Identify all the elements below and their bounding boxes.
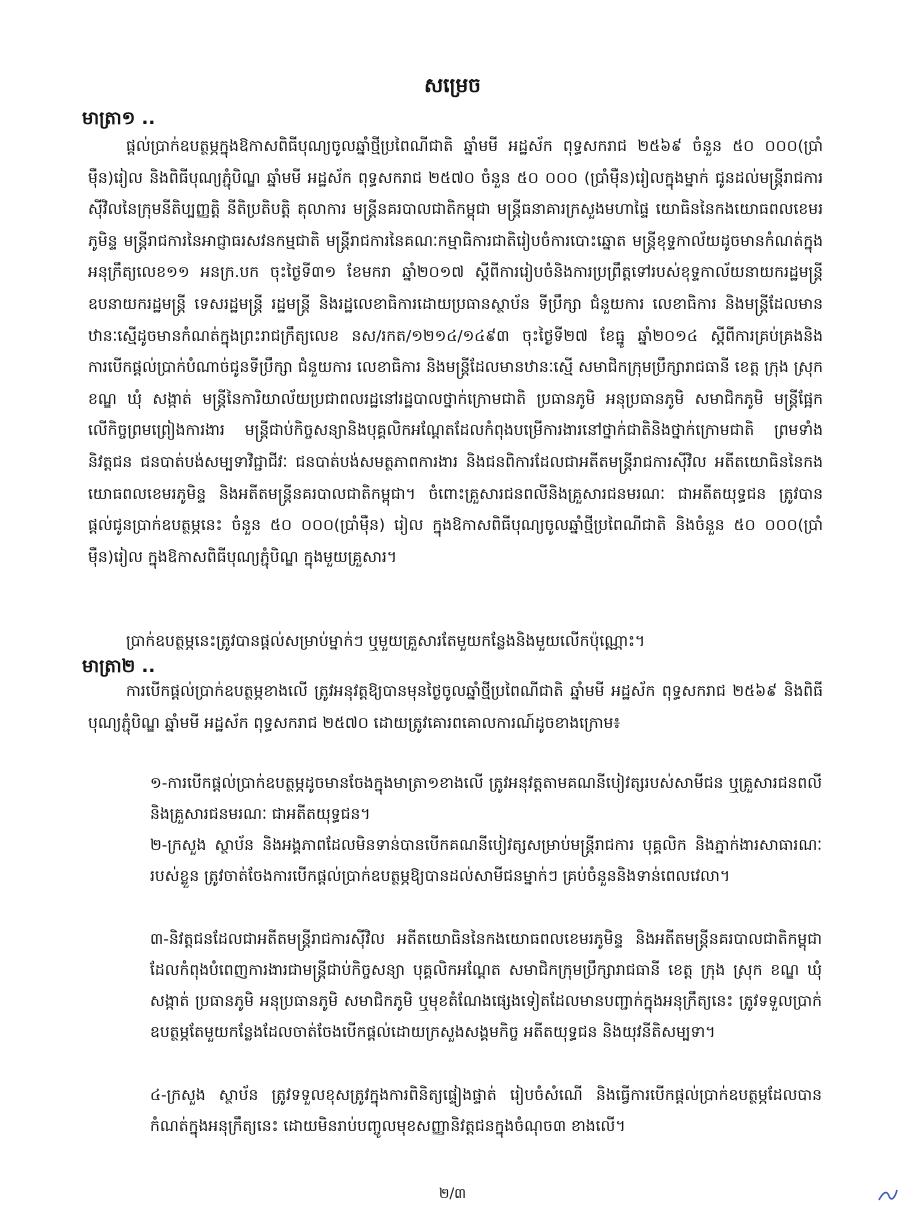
- article-1-paragraph-2: ប្រាក់ឧបត្ថម្ភនេះត្រូវបានផ្តល់សម្រាប់ម្នាក់ៗ ឬមួយគ្រួសារតែមួយកន្លែងនិងមួយលើកប៉ុណ្ណោះ។: [126, 632, 646, 650]
- article-2-heading: មាត្រា២ ..: [82, 656, 156, 677]
- document-title: សម្រេច: [424, 73, 481, 97]
- article-2-intro: ការបើកផ្តល់ប្រាក់ឧបត្ថម្ភខាងលើ ត្រូវអនុវត្តឱ្យបានមុនថ្ងៃចូលឆ្នាំថ្មីប្រពៃណីជាតិ ឆ្នាំមមី អដ្ឋស័ក ពុទ្ធសករាជ ២៥៦៩ និងពិធីបុណ្យភ្ជុំបិណ្ឌ ឆ្នាំមមី អដ្ឋស័ក ពុទ្ធសករាជ ២៥៧០ ដោយត្រូវគោរពគោលការណ៍ដូចខាងក្រោម៖: [88, 682, 823, 732]
- initial-mark-icon: [877, 1188, 899, 1202]
- list-item-text: ក្រសួង ស្ថាប័ន និងអង្គភាពដែលមិនទាន់បានបើកគណនីបៀវត្សសម្រាប់មន្ត្រីរាជការ បុគ្គលិក និងភ្នាក់ងារសាធារណៈរបស់ខ្លួន ត្រូវចាត់ចែងការបើកផ្តល់ប្រាក់ឧបត្ថម្ភឱ្យបានដល់សាមីជនម្នាក់ៗ គ្រប់ចំនួននិងទាន់ពេលវេលា។: [150, 836, 822, 885]
- list-item-text: ការបើកផ្តល់ប្រាក់ឧបត្ថម្ភដូចមានចែងក្នុងមាត្រា១ខាងលើ ត្រូវអនុវត្តតាមគណនីបៀវត្សរបស់សាមីជន ឬគ្រួសារជនពលីនិងគ្រួសារជនមរណៈ ជាអតីតយុទ្ធជន។: [150, 774, 822, 823]
- list-item: [150, 1080, 822, 1142]
- list-item-text: និវត្តជនដែលជាអតីតមន្ត្រីរាជការស៊ីវិល អតីតយោធិននៃកងយោធពលខេមរភូមិន្ទ និងអតីតមន្ត្រីនគរបាលជាតិកម្ពុជាដែលកំពុងបំពេញការងារជាមន្ត្រីជាប់កិច្ចសន្យា បុគ្គលិកអណ្តែត សមាជិកក្រុមប្រឹក្សារាជធានី ខេត្ត ក្រុង ស្រុក ខណ្ឌ ឃុំ សង្កាត់ ប្រធានភូមិ អនុប្រធានភូមិ សមាជិកភូមិ ឬមុខតំណែងផ្សេងទៀតដែលមានបញ្ជាក់ក្នុងអនុក្រឹត្យនេះ ត្រូវទទួលប្រាក់ឧបត្ថម្ភតែមួយកន្លែងដែលចាត់ចែងបើកផ្តល់ដោយក្រសួងសង្គមកិច្ច អតីតយុទ្ធជន និងយុវនីតិសម្បទា។: [150, 930, 822, 1041]
- list-item: [150, 830, 822, 892]
- list-item: [150, 768, 822, 830]
- list-item-number: ១-: [150, 774, 168, 792]
- page-number: ២/៣: [438, 1186, 467, 1202]
- list-item: [150, 924, 822, 1048]
- list-item-number: ៤-: [150, 1086, 167, 1104]
- list-item-number: ៣-: [150, 930, 169, 948]
- list-item-number: ២-: [150, 836, 168, 854]
- article-1-paragraph-1: ផ្តល់ប្រាក់ឧបត្ថម្ភក្នុងឱកាសពិធីបុណ្យចូលឆ្នាំថ្មីប្រពៃណីជាតិ ឆ្នាំមមី អដ្ឋស័ក ពុទ្ធសករាជ ២៥៦៩ ចំនួន ៥០ ០០០(ប្រាំម៉ឺន)រៀល និងពិធីបុណ្យភ្ជុំបិណ្ឌ ឆ្នាំមមី អដ្ឋស័ក ពុទ្ធសករាជ ២៥៧០ ចំនួន ៥០ ០០០ (ប្រាំម៉ឺន)រៀលក្នុងម្នាក់ ជូនដល់មន្ត្រីរាជការស៊ីវិលនៃក្រុមនីតិប្បញ្ញត្តិ នីតិប្រតិបត្តិ តុលាការ មន្ត្រីនគរបាលជាតិកម្ពុជា មន្ត្រីធនាគារក្រសួងមហាផ្ទៃ យោធិននៃកងយោធពលខេមរភូមិន្ទ មន្ត្រីរាជការនៃអាជ្ញាធរសវនកម្មជាតិ មន្ត្រីរាជការនៃគណៈកម្មាធិការជាតិរៀបចំការបោះឆ្នោត មន្ត្រីខុទ្ទកាល័យដូចមានកំណត់ក្នុងអនុក្រឹត្យលេខ១១ អនក្រ.បក ចុះថ្ងៃទី៣១ ខែមករា ឆ្នាំ២០១៧ ស្តីពីការរៀបចំនិងការប្រព្រឹត្តទៅរបស់ខុទ្ទកាល័យនាយករដ្ឋមន្ត្រី ឧបនាយករដ្ឋមន្ត្រី ទេសរដ្ឋមន្ត្រី រដ្ឋមន្ត្រី និងរដ្ឋលេខាធិការដោយប្រធានស្ថាប័ន ទីប្រឹក្សា ជំនួយការ លេខាធិការ និងមន្ត្រីដែលមានឋានៈស្មើដូចមានកំណត់ក្នុងព្រះរាជក្រឹត្យលេខ នស/រកត/១២១៤/១៤៩៣ ចុះថ្ងៃទី២៧ ខែធ្នូ ឆ្នាំ២០១៤ ស្តីពីការគ្រប់គ្រងនិងការបើកផ្តល់ប្រាក់បំណាច់ជូនទីប្រឹក្សា ជំនួយការ លេខាធិការ និងមន្ត្រីដែលមានឋានៈស្មើ សមាជិកក្រុមប្រឹក្សារាជធានី ខេត្ត ក្រុង ស្រុក ខណ្ឌ ឃុំ សង្កាត់ មន្ត្រីនៃការិយាល័យប្រជាពលរដ្ឋនៅរដ្ឋបាលថ្នាក់ក្រោមជាតិ ប្រធានភូមិ អនុប្រធានភូមិ សមាជិកភូមិ មន្ត្រីផ្អែកលើកិច្ចព្រមព្រៀងការងារ មន្ត្រីជាប់កិច្ចសន្យានិងបុគ្គលិកអណ្តែតដែលកំពុងបម្រើការងារនៅថ្នាក់ជាតិនិងថ្នាក់ក្រោមជាតិ ព្រមទាំងនិវត្តជន ជនបាត់បង់សម្បទាវិជ្ជាជីវៈ ជនបាត់បង់សមត្ថភាពការងារ និងជនពិការដែលជាអតីតមន្ត្រីរាជការស៊ីវិល អតីតយោធិននៃកងយោធពលខេមរភូមិន្ទ និងអតីតមន្ត្រីនគរបាលជាតិកម្ពុជា។ ចំពោះគ្រួសារជនពលីនិងគ្រួសារជនមរណៈ ជាអតីតយុទ្ធជន ត្រូវបានផ្តល់ជូនប្រាក់ឧបត្ថម្ភនេះ ចំនួន ៥០ ០០០(ប្រាំម៉ឺន) រៀល ក្នុងឱកាសពិធីបុណ្យចូលឆ្នាំថ្មីប្រពៃណីជាតិ និងចំនួន ៥០ ០០០(ប្រាំម៉ឺន)រៀល ក្នុងឱកាសពិធីបុណ្យភ្ជុំបិណ្ឌ ក្នុងមួយគ្រួសារ។: [88, 137, 823, 566]
- article-1-heading: មាត្រា១ ..: [82, 108, 156, 129]
- list-item-text: ក្រសួង ស្ថាប័ន ត្រូវទទួលខុសត្រូវក្នុងការពិនិត្យផ្ទៀងផ្ទាត់ រៀបចំសំណើ និងធ្វើការបើកផ្តល់ប្រាក់ឧបត្ថម្ភដែលបានកំណត់ក្នុងអនុក្រឹត្យនេះ ដោយមិនរាប់បញ្ចូលមុខសញ្ញានិវត្តជនក្នុងចំណុច៣ ខាងលើ។: [150, 1086, 822, 1135]
